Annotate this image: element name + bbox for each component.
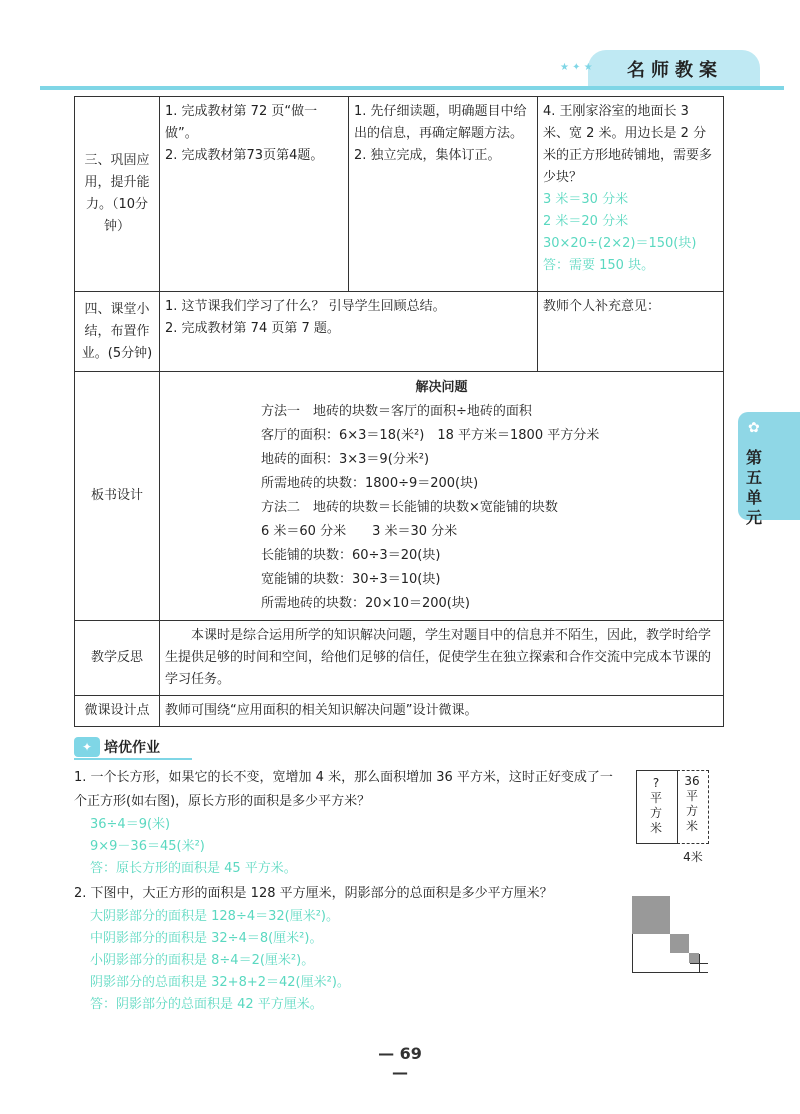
- teacher-note-cell: [538, 292, 724, 372]
- summary-activity-cell: [160, 292, 538, 372]
- added-area-label: 36平方米: [684, 774, 700, 833]
- answer-line: 答：原长方形的面积是 45 平方米。: [90, 861, 297, 876]
- lesson-plan-table: [74, 96, 724, 727]
- table-row-consolidation: [75, 97, 724, 292]
- answer-line: 中阴影部分的面积是 32÷4＝8(厘米²)。: [90, 931, 323, 946]
- teacher-activity-cell: [160, 97, 349, 292]
- stage-cell: [75, 97, 160, 292]
- section-underline: [74, 758, 192, 760]
- reflection-label-cell: [75, 621, 160, 696]
- reflection-text: 本课时是综合运用所学的知识解决问题，学生对题目中的信息并不陌生，因此，教学时给学生提供足够的时间和空间，给他们足够的信任，促使学生在独立探索和合作交流中完成本节课的学习任务。: [165, 628, 712, 687]
- board-line: 所需地砖的块数：1800÷9＝200(块): [261, 476, 479, 491]
- board-line: 长能铺的块数：60÷3＝20(块): [261, 548, 441, 563]
- board-line: 客厅的面积：6×3＝18(米²) 18 平方米＝1800 平方分米: [261, 428, 600, 443]
- reflection-text-cell: [160, 621, 724, 696]
- original-area-label: ?平方米: [649, 776, 662, 835]
- width-increase-label: 4米: [683, 850, 703, 864]
- board-line: 6 米＝60 分米 3 米＝30 分米: [261, 524, 458, 539]
- stage-cell: [75, 292, 160, 372]
- small-shaded-square: [689, 953, 699, 963]
- page-number: — 69 —: [378, 1044, 422, 1082]
- board-label: 板书设计: [90, 488, 143, 503]
- answer-line: 大阴影部分的面积是 128÷4＝32(厘米²)。: [90, 909, 340, 924]
- unit-side-tab-label: 第五单元: [746, 448, 763, 527]
- header-divider: [40, 86, 784, 90]
- board-line: 方法一 地砖的块数＝客厅的面积÷地砖的面积: [261, 404, 532, 419]
- table-row-micro: [75, 696, 724, 727]
- medium-shaded-square: [670, 934, 689, 953]
- board-line: 宽能铺的块数：30÷3＝10(块): [261, 572, 441, 587]
- rectangle-figure: [636, 770, 708, 864]
- example-answer-1: 3 米＝30 分米: [543, 192, 629, 207]
- summary-activity-2: 2. 完成教材第 74 页第 7 题。: [165, 321, 340, 336]
- student-activity-1: 1. 先仔细读题，明确题目中给出的信息，再确定解题方法。: [354, 104, 527, 141]
- answer-line: 答：阴影部分的总面积是 42 平方厘米。: [90, 997, 323, 1012]
- student-activity-cell: [349, 97, 538, 292]
- board-line: 方法二 地砖的块数＝长能铺的块数×宽能铺的块数: [261, 500, 558, 515]
- example-cell: [538, 97, 724, 292]
- decorative-stars: ★ ✦ ★: [560, 62, 593, 73]
- example-answer-4: 答：需要 150 块。: [543, 258, 655, 273]
- stage-label: 四、课堂小结，布置作业。(5分钟): [81, 301, 153, 361]
- micro-text: 教师可围绕“应用面积的相关知识解决问题”设计微课。: [165, 703, 478, 718]
- micro-label-cell: [75, 696, 160, 727]
- question-2: 2. 下图中，大正方形的面积是 128 平方厘米，阴影部分的总面积是多少平方厘米？: [74, 886, 553, 901]
- summary-activity-1: 1. 这节课我们学习了什么？ 引导学生回顾总结。: [165, 299, 446, 314]
- board-title: 解决问题: [415, 380, 468, 395]
- example-answer-3: 30×20÷(2×2)＝150(块): [543, 236, 697, 251]
- board-label-cell: [75, 372, 160, 621]
- question-1-answers: [90, 814, 510, 880]
- micro-label: 微课设计点: [84, 703, 150, 718]
- stage-label: 三、巩固应用，提升能力。（10分钟）: [84, 153, 150, 234]
- board-line: 地砖的面积：3×3＝9(分米²): [261, 452, 430, 467]
- answer-line: 小阴影部分的面积是 8÷4＝2(厘米²)。: [90, 953, 315, 968]
- teacher-note-label: 教师个人补充意见：: [543, 299, 661, 314]
- star-icon: ✿: [748, 420, 760, 436]
- board-content-cell: [160, 372, 724, 621]
- nested-squares-figure: [632, 896, 712, 974]
- table-row-summary: [75, 292, 724, 372]
- page-header-title: 名师教案: [627, 60, 723, 81]
- micro-text-cell: [160, 696, 724, 727]
- large-shaded-square: [632, 896, 670, 934]
- small-divider-horizontal: [690, 963, 708, 964]
- example-problem: 4. 王刚家浴室的地面长 3 米、宽 2 米。用边长是 2 分米的正方形地砖铺地，需要多少块？: [543, 104, 713, 185]
- student-activity-2: 2. 独立完成，集体订正。: [354, 148, 501, 163]
- answer-line: 阴影部分的总面积是 32+8+2＝42(厘米²)。: [90, 975, 350, 990]
- example-answer-2: 2 米＝20 分米: [543, 214, 629, 229]
- question-1: 1. 一个长方形，如果它的长不变，宽增加 4 米，那么面积增加 36 平方米，这时正好变成了一个正方形(如右图)，原长方形的面积是多少平方米？: [74, 770, 613, 809]
- board-line: 所需地砖的块数：20×10＝200(块): [261, 596, 470, 611]
- question-2-answers: [90, 906, 510, 1016]
- teacher-activity-1: 1. 完成教材第 72 页“做一做”。: [165, 104, 318, 141]
- table-row-reflection: [75, 621, 724, 696]
- answer-line: 36÷4＝9(米): [90, 817, 171, 832]
- extra-section-title: 培优作业: [104, 740, 160, 756]
- reflection-label: 教学反思: [90, 650, 143, 665]
- extra-section-header: [74, 737, 160, 759]
- big-square-bottom-edge: [632, 972, 708, 973]
- teacher-activity-2: 2. 完成教材第73页第4题。: [165, 148, 324, 163]
- bulb-icon: ✦: [74, 737, 100, 757]
- answer-line: 9×9－36＝45(米²): [90, 839, 205, 854]
- table-row-board: [75, 372, 724, 621]
